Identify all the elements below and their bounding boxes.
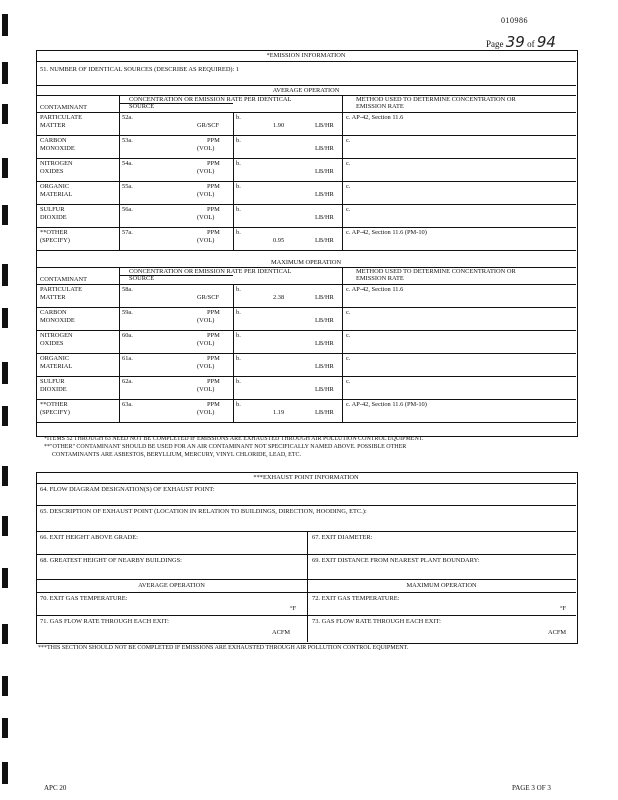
col-method-header: METHOD USED TO DETERMINE CONCENTRATION OR [356,268,516,275]
concentration-unit-2: (VOL) [197,317,215,324]
method-used: c. AP-42, Section 11.6 [346,286,404,293]
contaminant-name: CARBON [40,309,67,316]
concentration-unit-2: (VOL) [197,145,215,152]
exhaust-title: ***EXHAUST POINT INFORMATION [253,474,359,481]
binding-mark [2,762,8,784]
col-contaminant-header: CONTAMINANT [40,104,88,111]
emission-rate-unit: LB/HR [315,237,334,244]
document-id: 010986 [501,16,528,25]
contaminant-name-2: MATTER [40,122,66,129]
col-concentration-header-2: SOURCE [129,275,155,282]
concentration-unit-2: GR/SCF [197,294,220,301]
exhaust-max-title: MAXIMUM OPERATION [406,582,477,589]
concentration-unit: PPM [207,137,220,144]
contaminant-name: NITROGEN [40,160,73,167]
field-70-unit: °F [290,605,297,612]
concentration-unit: PPM [207,183,220,190]
divider [36,307,576,308]
concentration-unit-2: (VOL) [197,168,215,175]
field-letter-b: b. [236,229,241,236]
field-71-unit: ACFM [272,629,291,636]
field-68-label: 68. GREATEST HEIGHT OF NEARBY BUILDINGS: [40,557,182,564]
field-69-label: 69. EXIT DISTANCE FROM NEAREST PLANT BOUNDARY: [312,557,480,564]
col-concentration-header: CONCENTRATION OR EMISSION RATE PER IDENTICAL [129,268,292,275]
binding-mark [2,718,8,738]
emission-rate-unit: LB/HR [315,363,334,370]
field-number: 60a. [122,332,133,339]
contaminant-name-2: MATERIAL [40,191,73,198]
divider [36,181,576,182]
field-number: 52a. [122,114,133,121]
binding-mark [2,676,8,696]
contaminant-name-2: MATTER [40,294,66,301]
contaminant-name: SULFUR [40,206,65,213]
emission-rate-unit: LB/HR [315,386,334,393]
contaminant-name-2: MONOXIDE [40,145,75,152]
divider [119,275,233,276]
col-method-header: METHOD USED TO DETERMINE CONCENTRATION OR [356,96,516,103]
concentration-unit-2: (VOL) [197,214,215,221]
contaminant-name-2: (SPECIFY) [40,237,70,244]
avg-operation-title: AVERAGE OPERATION [272,87,340,94]
method-used: c. [346,137,351,144]
divider [36,250,576,251]
method-used: c. AP-42, Section 11.6 (PM-10) [346,401,427,408]
field-number: 61a. [122,355,133,362]
exhaust-note: ***THIS SECTION SHOULD NOT BE COMPLETED IF EMISSIONS ARE EXHAUSTED THROUGH AIR POLLUTION CONTROL EQUIPMENT. [38,645,409,651]
field-66-label: 66. EXIT HEIGHT ABOVE GRADE: [40,534,138,541]
contaminant-name-2: OXIDES [40,340,64,347]
field-number: 59a. [122,309,133,316]
col-concentration-header: CONCENTRATION OR EMISSION RATE PER IDENTICAL [129,96,292,103]
field-letter-b: b. [236,401,241,408]
divider [36,112,576,113]
emission-title: *EMISSION INFORMATION [266,52,346,59]
contaminant-name-2: DIOXIDE [40,386,67,393]
divider [36,204,576,205]
contaminant-name-2: (SPECIFY) [40,409,70,416]
divider [36,422,576,423]
contaminant-name: NITROGEN [40,332,73,339]
concentration-unit-2: (VOL) [197,191,215,198]
divider [36,399,576,400]
divider [36,227,576,228]
contaminant-name: CARBON [40,137,67,144]
method-used: c. [346,183,351,190]
note-items-52-63: *ITEMS 52 THROUGH 63 NEED NOT BE COMPLETED IF EMISSIONS ARE EXHAUSTED THROUGH AIR POLLUTION CONTROL EQUIPMENT. [44,436,424,442]
field-73-unit: ACFM [548,629,567,636]
method-used: c. [346,206,351,213]
field-letter-b: b. [236,332,241,339]
binding-mark [2,516,8,536]
concentration-unit-2: (VOL) [197,340,215,347]
field-72-label: 72. EXIT GAS TEMPERATURE: [312,595,400,602]
field-number: 58a. [122,286,133,293]
field-70-label: 70. EXIT GAS TEMPERATURE: [40,595,128,602]
contaminant-name: **OTHER [40,401,68,408]
binding-mark [2,406,8,426]
emission-rate-value: 0.95 [273,237,285,244]
method-used: c. [346,355,351,362]
emission-rate-value: 1.19 [273,409,285,416]
emission-rate-unit: LB/HR [315,409,334,416]
field-number: 55a. [122,183,133,190]
emission-rate-value: 2.38 [273,294,285,301]
emission-rate-unit: LB/HR [315,317,334,324]
contaminant-name: **OTHER [40,229,68,236]
field-letter-b: b. [236,286,241,293]
method-used: c. [346,378,351,385]
col-concentration-header-2: SOURCE [129,103,155,110]
field-65-label: 65. DESCRIPTION OF EXHAUST POINT (LOCATION IN RELATION TO BUILDINGS, DIRECTION, HOODING, ETC.): [40,508,367,515]
emission-rate-unit: LB/HR [315,168,334,175]
emission-section [36,50,578,437]
divider [36,353,576,354]
field-67-label: 67. EXIT DIAMETER: [312,534,373,541]
form-number: APC 20 [44,784,67,792]
field-letter-b: b. [236,309,241,316]
field-73-label: 73. GAS FLOW RATE THROUGH EACH EXIT: [312,618,441,625]
field-number: 56a. [122,206,133,213]
contaminant-name-2: MATERIAL [40,363,73,370]
binding-mark [2,14,8,36]
field-letter-b: b. [236,137,241,144]
concentration-unit: PPM [207,160,220,167]
binding-mark [2,362,8,384]
emission-rate-unit: LB/HR [315,122,334,129]
exhaust-avg-title: AVERAGE OPERATION [138,582,205,589]
field-64-label: 64. FLOW DIAGRAM DESIGNATION(S) OF EXHAUST POINT: [40,486,215,493]
binding-mark [2,62,8,84]
emission-rate-unit: LB/HR [315,214,334,221]
field-letter-b: b. [236,114,241,121]
concentration-unit: PPM [207,229,220,236]
field-letter-b: b. [236,378,241,385]
binding-mark [2,264,8,286]
concentration-unit-2: (VOL) [197,386,215,393]
divider [36,284,576,285]
binding-mark [2,308,8,328]
field-letter-b: b. [236,355,241,362]
method-used: c. [346,160,351,167]
emission-rate-unit: LB/HR [315,191,334,198]
field-number: 54a. [122,160,133,167]
concentration-unit-2: GR/SCF [197,122,220,129]
divider [36,158,576,159]
concentration-unit: PPM [207,401,220,408]
field-number: 63a. [122,401,133,408]
col-contaminant-header: CONTAMINANT [40,276,88,283]
note-other-examples: CONTAMINANTS ARE ASBESTOS, BERYLLIUM, MERCURY, VINYL CHLORIDE, LEAD, ETC. [52,452,301,458]
field-letter-b: b. [236,183,241,190]
contaminant-name: PARTICULATE [40,286,82,293]
emission-rate-unit: LB/HR [315,145,334,152]
binding-mark [2,466,8,486]
concentration-unit-2: (VOL) [197,363,215,370]
divider [119,103,233,104]
emission-rate-value: 1.90 [273,122,285,129]
concentration-unit: PPM [207,378,220,385]
field-51-label: 51. NUMBER OF IDENTICAL SOURCES (DESCRIBE AS REQUIRED): 1 [40,66,240,73]
field-71-label: 71. GAS FLOW RATE THROUGH EACH EXIT: [40,618,169,625]
concentration-unit: PPM [207,355,220,362]
concentration-unit: PPM [207,206,220,213]
divider [36,330,576,331]
binding-mark [2,205,8,225]
binding-mark [2,568,8,588]
max-operation-title: MAXIMUM OPERATION [270,259,342,266]
binding-mark [2,104,8,124]
method-used: c. AP-42, Section 11.6 [346,114,404,121]
method-used: c. [346,309,351,316]
contaminant-name: PARTICULATE [40,114,82,121]
concentration-unit: PPM [207,309,220,316]
binding-mark [2,624,8,644]
concentration-unit-2: (VOL) [197,237,215,244]
field-number: 57a. [122,229,133,236]
field-letter-b: b. [236,160,241,167]
binding-mark [2,158,8,178]
contaminant-name-2: OXIDES [40,168,64,175]
contaminant-name: ORGANIC [40,355,70,362]
contaminant-name: SULFUR [40,378,65,385]
divider [36,135,576,136]
page-footer: PAGE 3 OF 3 [512,784,551,792]
contaminant-name-2: MONOXIDE [40,317,75,324]
field-72-unit: °F [560,605,567,612]
divider [36,376,576,377]
field-number: 62a. [122,378,133,385]
contaminant-name-2: DIOXIDE [40,214,67,221]
field-number: 53a. [122,137,133,144]
emission-rate-unit: LB/HR [315,294,334,301]
page-number: Page 39 of 94 [486,33,556,51]
method-used: c. [346,332,351,339]
emission-rate-unit: LB/HR [315,340,334,347]
field-letter-b: b. [236,206,241,213]
method-used: c. AP-42, Section 11.6 (PM-10) [346,229,427,236]
concentration-unit: PPM [207,332,220,339]
note-other-contaminant: **"OTHER" CONTAMINANT SHOULD BE USED FOR AN AIR CONTAMINANT NOT SPECIFICALLY NAMED ABOVE. POSSIBLE OTHER [44,444,407,450]
contaminant-name: ORGANIC [40,183,70,190]
concentration-unit-2: (VOL) [197,409,215,416]
col-method-header-2: EMISSION RATE [356,275,404,282]
col-method-header-2: EMISSION RATE [356,103,404,110]
